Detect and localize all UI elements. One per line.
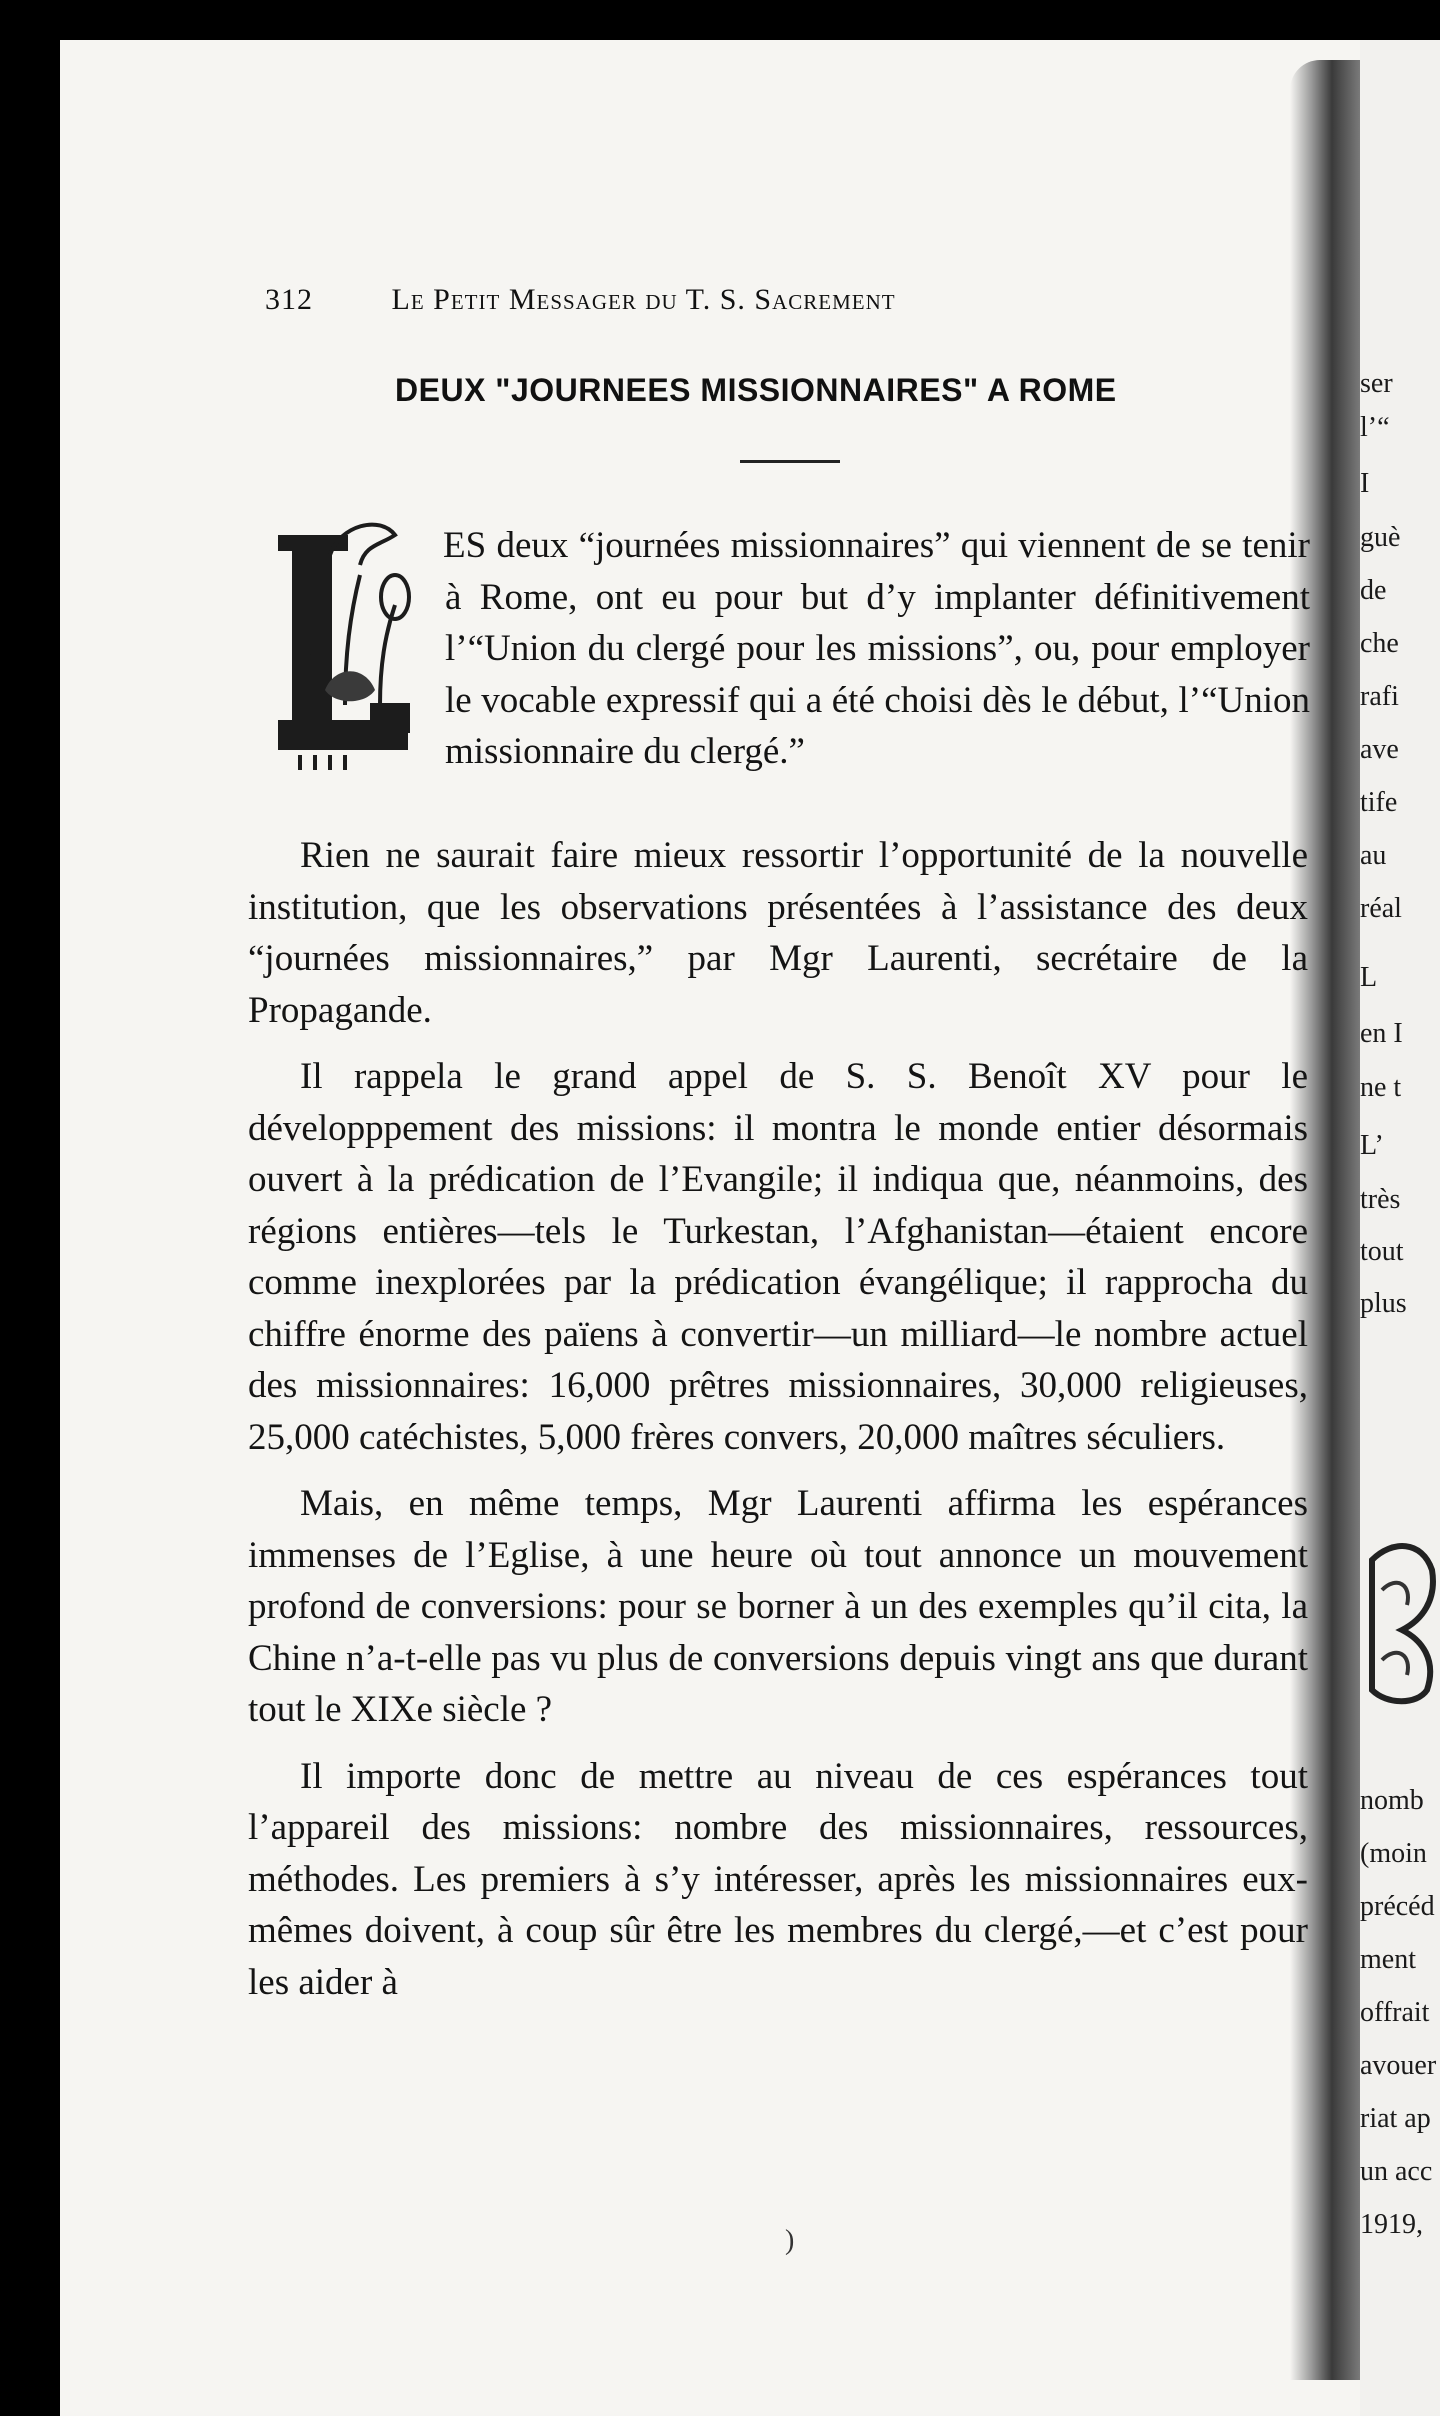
article-body xyxy=(248,830,1308,2008)
title-divider xyxy=(740,460,840,463)
facing-page-fragment: I xyxy=(1360,468,1370,499)
facing-page-fragment: ave xyxy=(1360,734,1399,765)
dropcap-letter: L xyxy=(312,662,319,673)
facing-page-fragment: offrait xyxy=(1360,1997,1430,2028)
facing-page-fragment: che xyxy=(1360,628,1399,659)
facing-page-fragment: nomb xyxy=(1360,1785,1424,1816)
facing-page-fragment: un acc xyxy=(1360,2156,1433,2187)
facing-page-fragment: rafi xyxy=(1360,681,1399,712)
body-paragraph: Il importe donc de mettre au niveau de ces espérances tout l’appareil des missions: nombre des missionnaires, ressources, méthodes. Les premiers à s’y intéresser, après les missionnaires eux-mêmes doivent, à coup sûr être les membres du clergé,—et c’est pour les aider à xyxy=(248,1755,1308,2003)
facing-page-fragment: ne t xyxy=(1360,1072,1402,1103)
footer-mark: ) xyxy=(785,2225,795,2256)
facing-page-fragment: (moin xyxy=(1360,1838,1427,1869)
intro-paragraph xyxy=(445,520,1310,778)
facing-page-fragment: 1919, xyxy=(1360,2209,1423,2240)
facing-page-fragment: réal xyxy=(1360,893,1402,924)
facing-page-fragment: avouer xyxy=(1360,2050,1437,2081)
facing-page-fragment: tife xyxy=(1360,787,1398,818)
page-number: 312 xyxy=(265,283,313,316)
facing-page-fragment: au xyxy=(1360,840,1387,871)
article-title: DEUX "JOURNEES MISSIONNAIRES" A ROME xyxy=(395,372,1117,408)
facing-page-fragment: en I xyxy=(1360,1018,1403,1049)
intro-lead: ES xyxy=(443,525,487,566)
facing-page-fragment: l’“ xyxy=(1360,412,1390,443)
facing-page-fragment: plus xyxy=(1360,1288,1407,1319)
facing-page-fragment: ser xyxy=(1360,368,1393,399)
facing-page-fragment: tout xyxy=(1360,1236,1404,1267)
body-paragraph: Rien ne saurait faire mieux ressortir l’opportunité de la nouvelle institution, que les observations présentées à l’assistance des deux “journées missionnaires,” par Mgr Laurenti, secrétaire de la Propagande. xyxy=(248,835,1308,1031)
running-title: Le Petit Messager du T. S. Sacrement xyxy=(391,283,896,316)
facing-page-fragment: guè xyxy=(1360,522,1401,553)
facing-page-fragment: L’ xyxy=(1360,1130,1384,1161)
ornamental-dropcap-icon xyxy=(270,505,430,775)
ornamental-initial-icon xyxy=(1362,1530,1438,1710)
facing-page-fragment: L xyxy=(1360,962,1378,993)
facing-page-fragment: très xyxy=(1360,1184,1401,1215)
facing-page-fragment: ment xyxy=(1360,1944,1416,1975)
facing-page-fragment: précéd xyxy=(1360,1891,1435,1922)
facing-page-fragment: riat ap xyxy=(1360,2103,1431,2134)
body-paragraph: Il rappela le grand appel de S. S. Benoît XV pour le développpement des missions: il montra le monde entier désormais ouvert à la prédication de l’Evangile; il indiqua que, néanmoins, des régions entières—tels le Turkestan, l’Afghanistan—étaient encore comme inexplorées par la prédication évangélique; il rapprocha du chiffre énorme des païens à convertir—un milliard—le nombre actuel des missionnaires: 16,000 prêtres missionnaires, 30,000 religieuses, 25,000 catéchistes, 5,000 frères convers, 20,000 maîtres séculiers. xyxy=(248,1056,1308,1458)
facing-page-fragment: de xyxy=(1360,575,1387,606)
body-paragraph: Mais, en même temps, Mgr Laurenti affirma les espérances immenses de l’Eglise, à une heure où tout annonce un mouvement profond de conversions: pour se borner à un des exemples qu’il cita, la Chine n’a-t-elle pas vu plus de conversions depuis vingt ans que durant tout le XIXe siècle ? xyxy=(248,1483,1308,1730)
running-header xyxy=(265,283,1165,317)
facing-page xyxy=(1360,40,1440,2416)
intro-text: deux “journées missionnaires” qui viennent de se tenir à Rome, ont eu pour but d’y implanter définitivement l’“Union du clergé pour les missions”, ou, pour employer le vocable expressif qui a été choisi dès le début, l’“Union missionnaire du clergé.” xyxy=(445,525,1310,772)
